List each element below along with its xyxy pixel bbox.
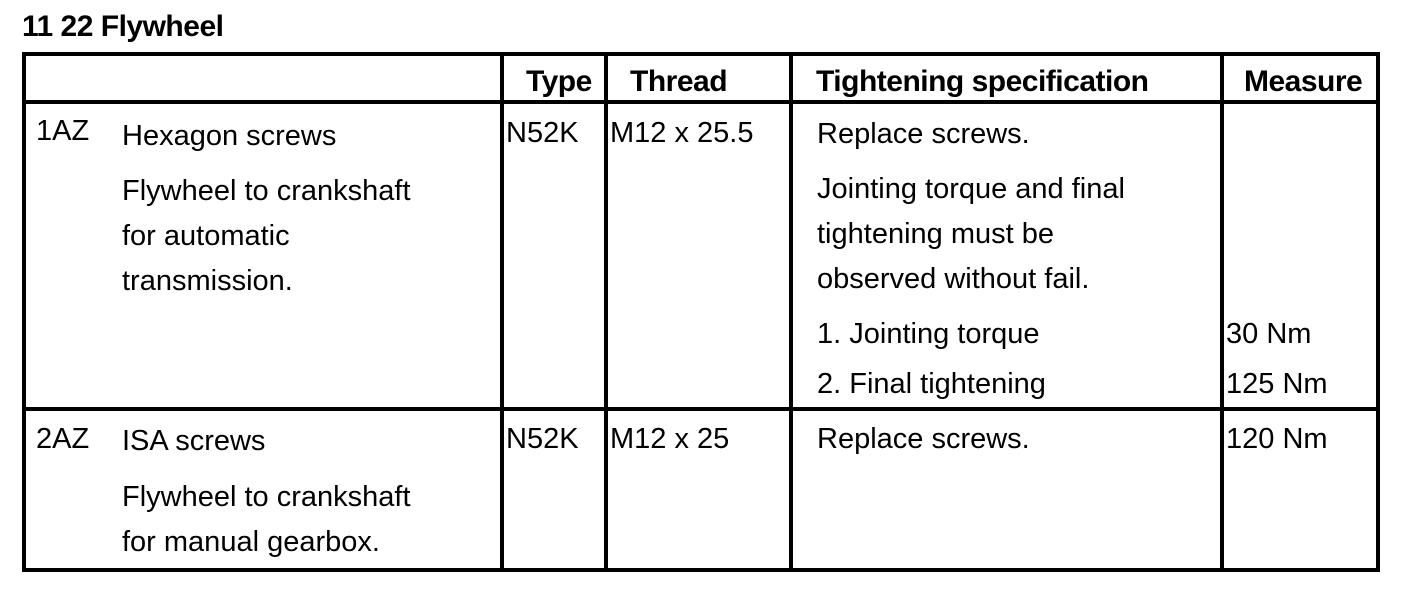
column-divider [500,56,504,568]
row-spec-line: Jointing torque and final [817,173,1125,205]
row-type: N52K [506,117,579,149]
column-divider [1220,56,1224,568]
row-type: N52K [506,423,579,455]
row-measure: 125 Nm [1226,368,1328,400]
column-divider [789,56,793,568]
row-thread: M12 x 25 [610,423,730,455]
header-cell-type: Type [526,65,592,98]
column-divider [604,56,608,568]
row-divider [26,407,1376,411]
row-spec-line: tightening must be [817,218,1054,250]
row-description-title: ISA screws [122,425,266,457]
row-thread: M12 x 25.5 [610,117,754,149]
row-spec-line: observed without fail. [817,263,1090,295]
header-cell-measure: Measure [1244,65,1363,98]
row-spec-line: 2. Final tightening [817,368,1046,400]
row-description-line: Flywheel to crankshaft [122,481,411,513]
row-spec-line: Replace screws. [817,423,1030,455]
page-title: 11 22 Flywheel [22,10,224,43]
row-description-title: Hexagon screws [122,120,337,152]
header-cell-thread: Thread [630,65,728,98]
row-spec-line: Replace screws. [817,118,1030,150]
row-description-line: Flywheel to crankshaft [122,175,411,207]
row-measure: 120 Nm [1226,423,1328,455]
spec-table [22,52,1380,572]
row-description-line: transmission. [122,265,293,297]
row-spec-line: 1. Jointing torque [817,318,1040,350]
row-description-line: for manual gearbox. [122,526,380,558]
header-cell-tightening: Tightening specification [816,65,1149,98]
row-measure: 30 Nm [1226,318,1312,350]
row-id: 1AZ [36,115,90,147]
row-id: 2AZ [36,423,90,455]
row-description-line: for automatic [122,220,290,252]
